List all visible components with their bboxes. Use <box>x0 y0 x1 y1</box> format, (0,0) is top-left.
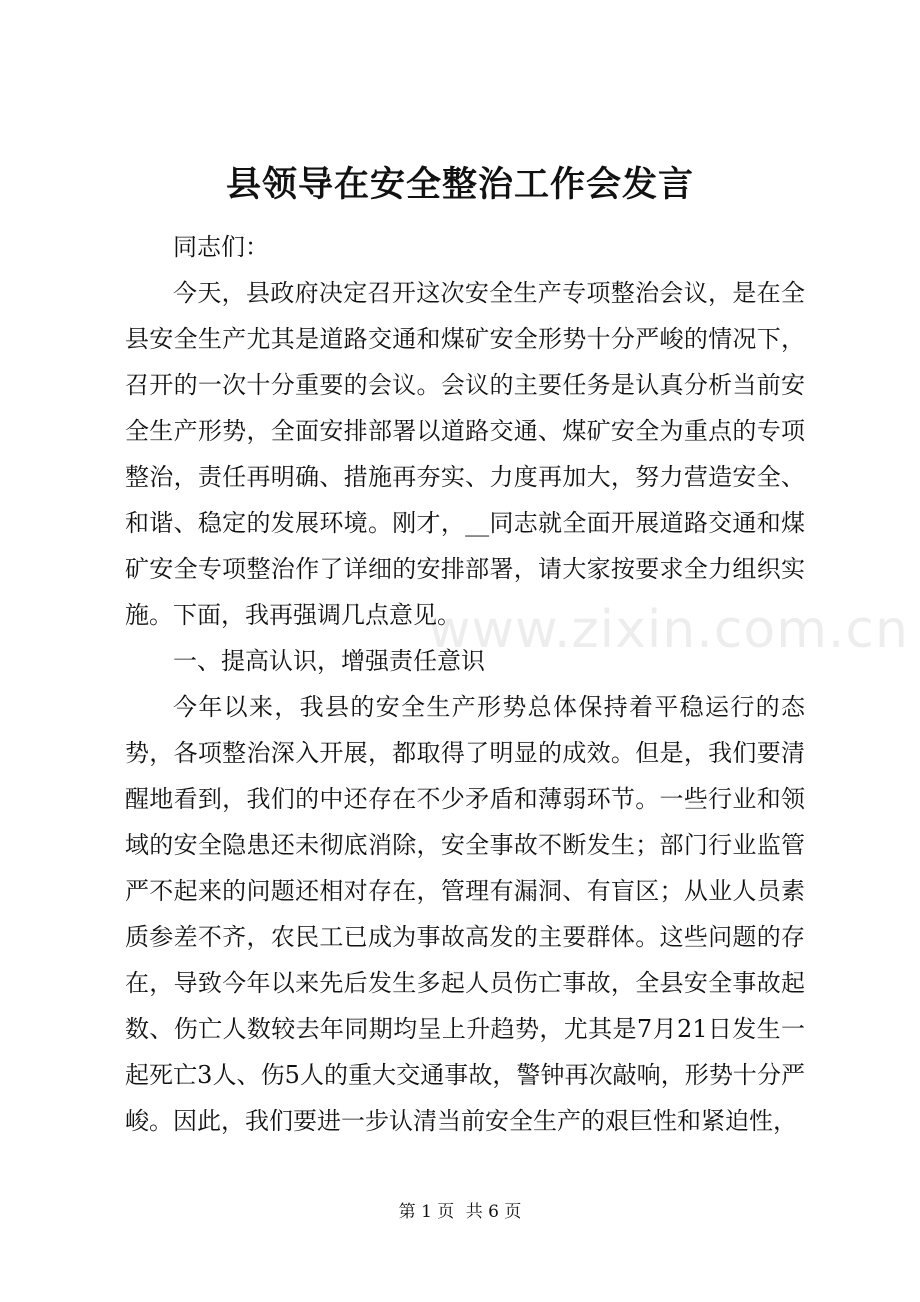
section-heading: 一、提高认识，增强责任意识 <box>173 647 485 675</box>
total-page-count: 共 6 页 <box>465 1202 522 1222</box>
page-footer <box>0 1200 920 1224</box>
paragraph-situation: 今年以来，我县的安全生产形势总体保持着平稳运行的态势，各项整治深入开展，都取得了明显的成效。但是，我们要清醒地看到，我们的中还存在不少矛盾和薄弱环节。一些行业和领域的安全隐患还未彻底消除，安全事故不断发生；部门行业监管严不起来的问题还相对存在，管理有漏洞、有盲区；从业人员素质参差不齐，农民工已成为事故高发的主要群体。这些问题的存在，导致今年以来先后发生多起人员伤亡事故，全县安全事故起数、伤亡人数较去年同期均呈上升趋势，尤其是7月21日发生一起死亡3人、伤5人的重大交通事故，警钟再次敲响，形势十分严峻。因此，我们要进一步认清当前安全生产的艰巨性和紧迫性， <box>125 693 805 1135</box>
current-page-number: 第 1 页 <box>398 1202 455 1222</box>
watermark: www.zixin.com.cn <box>428 600 909 660</box>
salutation: 同志们： <box>173 233 269 261</box>
document-body <box>125 224 805 1144</box>
document-title: 县领导在安全整治工作会发言 <box>225 164 694 205</box>
paragraph-intro: 今天，县政府决定召开这次安全生产专项整治会议，是在全县安全生产尤其是道路交通和煤矿安全形势十分严峻的情况下，召开的一次十分重要的会议。会议的主要任务是认真分析当前安全生产形势，全面安排部署以道路交通、煤矿安全为重点的专项整治，责任再明确、措施再夯实、力度再加大，努力营造安全、和谐、稳定的发展环境。刚才，__同志就全面开展道路交通和煤矿安全专项整治作了详细的安排部署，请大家按要求全力组织实施。下面，我再强调几点意见。 <box>125 279 805 629</box>
